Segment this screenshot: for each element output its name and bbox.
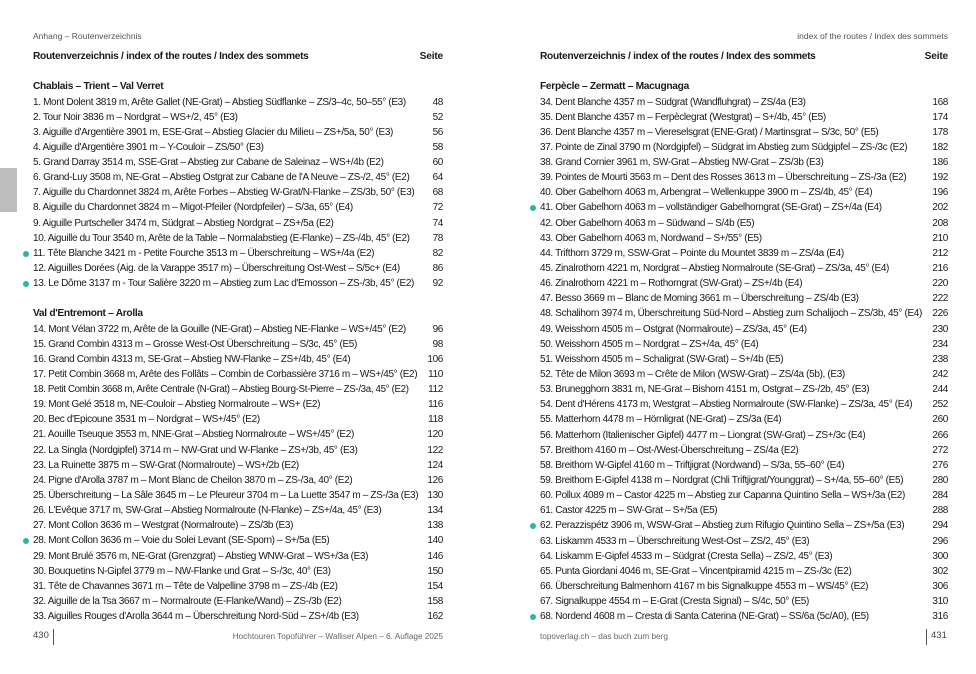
marker-dot-icon <box>23 251 29 257</box>
page-number: 431 <box>931 630 947 641</box>
route-page-number: 60 <box>432 157 443 169</box>
route-entry <box>0 155 488 170</box>
route-entry <box>0 443 488 458</box>
route-page-number: 186 <box>932 157 948 169</box>
route-description: 3. Aiguille d'Argentière 3901 m, ESE-Grat – Abstieg Glacier du Milieu – ZS+/5a, 50° (E3) <box>33 126 394 138</box>
route-description: 17. Petit Combin 3668 m, Arête des Follâts – Combin de Corbassière 3716 m – WS+/45° (E2) <box>33 368 418 380</box>
route-entry <box>488 322 976 337</box>
route-page-number: 124 <box>427 459 443 471</box>
route-entry <box>488 503 976 518</box>
route-description: 56. Matterhorn (Italienischer Gipfel) 4477 m – Liongrat (SW-Grat) – ZS+/3c (E4) <box>540 429 866 441</box>
route-description: 39. Pointes de Mourti 3563 m – Dent des Rosses 3613 m – Überschreitung – ZS-/3a (E2) <box>540 172 907 184</box>
route-description: 43. Ober Gabelhorn 4063 m, Nordwand – S+/55° (E5) <box>540 232 762 244</box>
route-entry <box>488 367 976 382</box>
route-description: 54. Dent d'Hérens 4173 m, Westgrat – Abstieg Normalroute (SW-Flanke) – ZS/3a, 45° (E4) <box>540 399 913 411</box>
route-page-number: 220 <box>932 278 948 290</box>
route-description: 32. Aiguille de la Tsa 3667 m – Normalroute (E-Flanke/Wand) – ZS-/3b (E2) <box>33 596 342 608</box>
route-entry <box>488 155 976 170</box>
route-entry <box>488 443 976 458</box>
route-entry <box>488 428 976 443</box>
route-list <box>488 95 976 625</box>
route-page-number: 122 <box>427 444 443 456</box>
route-description: 44. Trifthorn 3729 m, SSW-Grat – Pointe du Mountet 3839 m – ZS/4a (E4) <box>540 247 844 259</box>
route-description: 59. Breithorn E-Gipfel 4138 m – Nordgrat (Chli Triftjigrat/Younggrat) – S+/4a, 55–60° (E5) <box>540 475 904 487</box>
route-entry <box>488 352 976 367</box>
route-page-number: 310 <box>932 596 948 608</box>
route-page-number: 98 <box>432 338 443 350</box>
route-entry <box>488 458 976 473</box>
route-entry <box>488 125 976 140</box>
route-page-number: 230 <box>932 323 948 335</box>
route-description: 65. Punta Giordani 4046 m, SE-Grat – Vincentpiramid 4215 m – ZS-/3c (E2) <box>540 565 852 577</box>
route-entry <box>0 503 488 518</box>
route-description: 28. Mont Collon 3636 m – Voie du Solei Levant (SE-Sporn) – S+/5a (E5) <box>33 535 330 547</box>
route-page-number: 196 <box>932 187 948 199</box>
route-page-number: 52 <box>432 111 443 123</box>
route-page-number: 182 <box>932 141 948 153</box>
route-entry <box>0 594 488 609</box>
route-page-number: 68 <box>432 187 443 199</box>
route-description: 4. Aiguille d'Argentière 3901 m – Y-Couloir – ZS/50° (E3) <box>33 141 264 153</box>
route-entry <box>0 352 488 367</box>
route-entry <box>488 412 976 427</box>
route-page-number: 96 <box>432 323 443 335</box>
route-description: 38. Grand Cornier 3961 m, SW-Grat – Abstieg NW-Grat – ZS/3b (E3) <box>540 157 824 169</box>
route-page-number: 72 <box>432 202 443 214</box>
marker-dot-icon <box>530 523 536 529</box>
route-description: 50. Weisshorn 4505 m – Nordgrat – ZS+/4a, 45° (E4) <box>540 338 759 350</box>
route-entry <box>488 609 976 624</box>
running-head: index of the routes / Index des sommets <box>797 31 948 41</box>
route-entry <box>488 231 976 246</box>
route-entry <box>488 140 976 155</box>
section-heading: Chablais – Trient – Val Verret <box>33 81 164 92</box>
route-entry <box>488 579 976 594</box>
route-page-number: 58 <box>432 141 443 153</box>
route-page-number: 306 <box>932 581 948 592</box>
route-description: 41. Ober Gabelhorn 4063 m – vollständiger Gabelhorngrat (SE-Grat) – ZS+/4a (E4) <box>540 202 882 214</box>
route-description: 48. Schalihorn 3974 m, Überschreitung Süd-Nord – Abstieg zum Schalijoch – ZS/3b, 45° (E4) <box>540 308 922 320</box>
route-page-number: 296 <box>932 535 948 547</box>
route-entry <box>0 337 488 352</box>
route-description: 40. Ober Gabelhorn 4063 m, Arbengrat – Wellenkuppe 3900 m – ZS/4b, 45° (E4) <box>540 187 873 199</box>
route-page-number: 280 <box>932 475 948 487</box>
folio-divider <box>926 629 927 645</box>
route-page-number: 202 <box>932 202 948 214</box>
route-page-number: 174 <box>932 111 948 123</box>
marker-dot-icon <box>23 538 29 544</box>
route-entry <box>488 291 976 306</box>
route-entry <box>0 458 488 473</box>
route-entry <box>488 276 976 291</box>
route-page-number: 178 <box>932 126 948 138</box>
route-page-number: 78 <box>432 232 443 244</box>
route-page-number: 212 <box>932 247 948 259</box>
route-description: 42. Ober Gabelhorn 4063 m – Südwand – S/4b (E5) <box>540 217 755 229</box>
route-page-number: 242 <box>932 369 948 381</box>
route-description: 60. Pollux 4089 m – Castor 4225 m – Abstieg zur Capanna Quintino Sella – WS+/3a (E2) <box>540 490 905 502</box>
route-entry <box>0 110 488 125</box>
route-entry <box>0 473 488 488</box>
page-footer: topoverlag.ch – das buch zum berg <box>540 632 668 641</box>
route-entry <box>0 231 488 246</box>
route-entry <box>488 473 976 488</box>
route-page-number: 120 <box>427 429 443 441</box>
route-description: 49. Weisshorn 4505 m – Ostgrat (Normalroute) – ZS/3a, 45° (E4) <box>540 323 807 335</box>
route-entry <box>0 246 488 261</box>
route-list <box>0 95 488 292</box>
route-entry <box>0 125 488 140</box>
route-page-number: 158 <box>427 596 443 608</box>
route-page-number: 134 <box>427 505 443 517</box>
route-entry <box>0 170 488 185</box>
route-page-number: 162 <box>427 611 443 623</box>
section-heading: Ferpècle – Zermatt – Macugnaga <box>540 81 689 92</box>
route-page-number: 106 <box>427 353 443 365</box>
route-entry <box>0 322 488 337</box>
route-page-number: 56 <box>432 126 443 138</box>
route-page-number: 294 <box>932 520 948 532</box>
route-description: 58. Breithorn W-Gipfel 4160 m – Triftjigrat (Nordwand) – S/3a, 55–60° (E4) <box>540 459 845 471</box>
route-page-number: 288 <box>932 505 948 517</box>
section-heading: Val d'Entremont – Arolla <box>33 308 143 319</box>
route-entry <box>488 95 976 110</box>
route-description: 12. Aiguilles Dorées (Aig. de la Varappe 3517 m) – Überschreitung Ost-West – S/5c+ (E4) <box>33 263 400 275</box>
route-page-number: 192 <box>932 172 948 184</box>
route-entry <box>488 261 976 276</box>
route-page-number: 272 <box>932 444 948 456</box>
page-footer: Hochtouren Topoführer – Walliser Alpen – 6. Auflage 2025 <box>232 632 443 641</box>
route-page-number: 244 <box>932 384 948 396</box>
route-page-number: 92 <box>432 278 443 290</box>
route-description: 30. Bouquetins N-Gipfel 3779 m – NW-Flanke und Grat – S-/3c, 40° (E3) <box>33 565 331 577</box>
route-entry <box>488 397 976 412</box>
route-page-number: 234 <box>932 338 948 350</box>
route-entry <box>0 427 488 442</box>
seite-column-label: Seite <box>924 51 948 62</box>
route-page-number: 48 <box>432 96 443 108</box>
route-page-number: 210 <box>932 232 948 244</box>
running-head: Anhang – Routenverzeichnis <box>33 31 142 41</box>
route-page-number: 116 <box>428 399 443 411</box>
route-description: 18. Petit Combin 3668 m, Arête Centrale (N-Grat) – Abstieg Bourg-St-Pierre – ZS-/3a, 45° (E2) <box>33 384 409 396</box>
route-description: 2. Tour Noir 3836 m – Nordgrat – WS+/2, 45° (E3) <box>33 111 238 123</box>
route-description: 66. Überschreitung Balmenhorn 4167 m bis Signalkuppe 4553 m – WS/45° (E2) <box>540 581 869 592</box>
route-description: 6. Grand-Luy 3508 m, NE-Grat – Abstieg Ostgrat zur Cabane de l'A Neuve – ZS-/2, 45° (E2) <box>33 172 410 184</box>
route-page-number: 118 <box>428 414 443 426</box>
route-page-number: 146 <box>427 550 443 562</box>
route-page-number: 82 <box>432 247 443 259</box>
route-entry <box>488 564 976 579</box>
route-page-number: 260 <box>932 414 948 426</box>
route-description: 15. Grand Combin 4313 m – Grosse West-Ost Überschreitung – S/3c, 45° (E5) <box>33 338 357 350</box>
route-entry <box>0 382 488 397</box>
route-description: 16. Grand Combin 4313 m, SE-Grat – Abstieg NW-Flanke – ZS+/4b, 45° (E4) <box>33 353 351 365</box>
route-entry <box>488 518 976 533</box>
route-description: 46. Zinalrothorn 4221 m – Rothorngrat (SW-Grat) – ZS+/4b (E4) <box>540 278 803 290</box>
route-description: 35. Dent Blanche 4357 m – Ferpèclegrat (Westgrat) – S+/4b, 45° (E5) <box>540 111 826 123</box>
route-description: 47. Besso 3669 m – Blanc de Moming 3661 m – Überschreitung – ZS/4b (E3) <box>540 293 859 305</box>
route-page-number: 284 <box>932 490 948 502</box>
route-description: 11. Tête Blanche 3421 m - Petite Fourche 3513 m – Überschreitung – WS+/4a (E2) <box>33 247 375 259</box>
route-page-number: 316 <box>932 611 948 623</box>
route-page-number: 302 <box>932 565 948 577</box>
route-page-number: 74 <box>432 217 443 229</box>
route-description: 20. Bec d'Epicoune 3531 m – Nordgrat – WS+/45° (E2) <box>33 414 260 426</box>
route-description: 45. Zinalrothorn 4221 m, Nordgrat – Abstieg Normalroute (SE-Grat) – ZS/3a, 45° (E4) <box>540 263 890 275</box>
route-list <box>0 322 488 625</box>
route-entry <box>0 95 488 110</box>
route-description: 62. Perazzispétz 3906 m, WSW-Grat – Abstieg zum Rifugio Quintino Sella – ZS+/5a (E3) <box>540 520 905 532</box>
route-page-number: 222 <box>932 293 948 305</box>
route-description: 52. Tête de Milon 3693 m – Crête de Milon (WSW-Grat) – ZS/4a (5b), (E3) <box>540 369 845 381</box>
route-description: 67. Signalkuppe 4554 m – E-Grat (Cresta Signal) – S/4c, 50° (E5) <box>540 596 809 608</box>
route-entry <box>0 488 488 503</box>
right-page <box>488 0 976 674</box>
route-page-number: 168 <box>932 96 948 108</box>
route-page-number: 238 <box>932 353 948 365</box>
folio-divider <box>53 629 54 645</box>
route-description: 63. Liskamm 4533 m – Überschreitung West-Ost – ZS/2, 45° (E3) <box>540 535 810 547</box>
route-entry <box>0 533 488 548</box>
route-page-number: 140 <box>427 535 443 547</box>
route-description: 37. Pointe de Zinal 3790 m (Nordgipfel) – Südgrat im Abstieg zum Südgipfel – ZS-/3c (E2) <box>540 141 908 153</box>
route-description: 1. Mont Dolent 3819 m, Arête Gallet (NE-Grat) – Abstieg Südflanke – ZS/3–4c, 50–55° (E3) <box>33 96 406 108</box>
route-entry <box>0 140 488 155</box>
route-description: 21. Aouille Tseuque 3553 m, NNE-Grat – Abstieg Normalroute – WS+/45° (E2) <box>33 429 354 441</box>
route-page-number: 112 <box>428 384 443 396</box>
route-entry <box>0 564 488 579</box>
index-title: Routenverzeichnis / index of the routes / Index des sommets <box>540 51 816 62</box>
route-description: 68. Nordend 4608 m – Cresta di Santa Caterina (NE-Grat) – SS/6a (5c/A0), (E5) <box>540 611 869 623</box>
route-description: 34. Dent Blanche 4357 m – Südgrat (Wandfluhgrat) – ZS/4a (E3) <box>540 96 806 108</box>
route-page-number: 266 <box>932 429 948 441</box>
route-page-number: 216 <box>932 263 948 275</box>
route-entry <box>488 534 976 549</box>
route-description: 9. Aiguille Purtscheller 3474 m, Südgrat – Abstieg Nordgrat – ZS+/5a (E2) <box>33 217 334 229</box>
index-title: Routenverzeichnis / index of the routes / Index des sommets <box>33 51 309 62</box>
route-description: 8. Aiguille du Chardonnet 3824 m – Migot-Pfeiler (Nordpfeiler) – S/3a, 65° (E4) <box>33 202 353 214</box>
route-page-number: 126 <box>427 474 443 486</box>
route-entry <box>0 216 488 231</box>
route-entry <box>488 246 976 261</box>
route-page-number: 86 <box>432 263 443 275</box>
route-entry <box>488 549 976 564</box>
page-number: 430 <box>33 630 49 641</box>
route-description: 10. Aiguille du Tour 3540 m, Arête de la Table – Normalabstieg (E-Flanke) – ZS-/4b, 45° (E2) <box>33 232 410 244</box>
route-page-number: 252 <box>932 399 948 411</box>
marker-dot-icon <box>23 281 29 287</box>
route-description: 24. Pigne d'Arolla 3787 m – Mont Blanc de Cheilon 3870 m – ZS-/3a, 40° (E2) <box>33 474 353 486</box>
route-description: 64. Liskamm E-Gipfel 4533 m – Südgrat (Cresta Sella) – ZS/2, 45° (E3) <box>540 550 833 562</box>
route-entry <box>488 594 976 609</box>
route-page-number: 150 <box>427 565 443 577</box>
route-entry <box>488 216 976 231</box>
route-description: 23. La Ruinette 3875 m – SW-Grat (Normalroute) – WS+/2b (E2) <box>33 459 299 471</box>
route-description: 27. Mont Collon 3636 m – Westgrat (Normalroute) – ZS/3b (E3) <box>33 520 294 532</box>
route-description: 7. Aiguille du Chardonnet 3824 m, Arête Forbes – Abstieg W-Grat/N-Flanke – ZS/3b, 50° (E3) <box>33 187 415 199</box>
route-description: 13. Le Dôme 3137 m - Tour Salière 3220 m – Abstieg zum Lac d'Emosson – ZS-/3b, 45° (E2) <box>33 278 415 290</box>
route-description: 57. Breithorn 4160 m – Ost-/West-Überschreitung – ZS/4a (E2) <box>540 444 799 456</box>
route-description: 29. Mont Brulé 3576 m, NE-Grat (Grenzgrat) – Abstieg WNW-Grat – WS+/3a (E3) <box>33 550 369 562</box>
route-page-number: 64 <box>432 172 443 184</box>
seite-column-label: Seite <box>419 51 443 62</box>
route-description: 61. Castor 4225 m – SW-Grat – S+/5a (E5) <box>540 505 718 517</box>
route-description: 5. Grand Darray 3514 m, SSE-Grat – Abstieg zur Cabane de Saleinaz – WS+/4b (E2) <box>33 157 384 169</box>
route-entry <box>0 412 488 427</box>
route-description: 26. L'Evêque 3717 m, SW-Grat – Abstieg Normalroute (N-Flanke) – ZS+/4a, 45° (E3) <box>33 505 382 517</box>
route-entry <box>0 367 488 382</box>
route-description: 33. Aiguilles Rouges d'Arolla 3644 m – Überschreitung Nord-Süd – ZS+/4b (E3) <box>33 611 359 623</box>
marker-dot-icon <box>530 614 536 620</box>
route-entry <box>0 185 488 200</box>
route-entry <box>0 397 488 412</box>
route-entry <box>0 518 488 533</box>
route-page-number: 300 <box>932 550 948 562</box>
route-description: 22. La Singla (Nordgipfel) 3714 m – NW-Grat und W-Flanke – ZS+/3b, 45° (E3) <box>33 444 358 456</box>
marker-dot-icon <box>530 205 536 211</box>
route-page-number: 208 <box>932 217 948 229</box>
route-description: 25. Überschreitung – La Sâle 3645 m – Le Pleureur 3704 m – La Luette 3547 m – ZS-/3a (E3) <box>33 490 418 502</box>
route-description: 55. Matterhorn 4478 m – Hörnligrat (NE-Grat) – ZS/3a (E4) <box>540 414 782 426</box>
route-entry <box>488 185 976 200</box>
route-entry <box>488 110 976 125</box>
route-entry <box>488 170 976 185</box>
route-description: 14. Mont Vélan 3722 m, Arête de la Gouille (NE-Grat) – Abstieg NE-Flanke – WS+/45° (E2) <box>33 323 406 335</box>
route-description: 51. Weisshorn 4505 m – Schaligrat (SW-Grat) – S+/4b (E5) <box>540 353 784 365</box>
route-entry <box>488 382 976 397</box>
route-page-number: 130 <box>427 490 443 502</box>
route-entry <box>0 579 488 594</box>
route-description: 53. Brunegghorn 3831 m, NE-Grat – Bishorn 4151 m, Ostgrat – ZS-/2b, 45° (E3) <box>540 384 870 396</box>
route-page-number: 110 <box>428 368 443 380</box>
route-entry <box>0 200 488 215</box>
route-page-number: 276 <box>932 459 948 471</box>
route-page-number: 226 <box>932 308 948 320</box>
route-description: 31. Tête de Chavannes 3671 m – Tête de Valpelline 3798 m – ZS-/4b (E2) <box>33 580 338 592</box>
route-entry <box>488 337 976 352</box>
route-entry <box>488 488 976 503</box>
route-description: 19. Mont Gelé 3518 m, NE-Couloir – Abstieg Normalroute – WS+ (E2) <box>33 399 321 411</box>
route-entry <box>0 609 488 624</box>
route-entry <box>0 261 488 276</box>
route-page-number: 154 <box>427 580 443 592</box>
route-entry <box>488 200 976 215</box>
route-entry <box>0 276 488 291</box>
route-entry <box>488 306 976 321</box>
route-description: 36. Dent Blanche 4357 m – Viereselsgrat (ENE-Grat) / Martinsgrat – S/3c, 50° (E5) <box>540 126 879 138</box>
route-page-number: 138 <box>427 520 443 532</box>
route-entry <box>0 549 488 564</box>
